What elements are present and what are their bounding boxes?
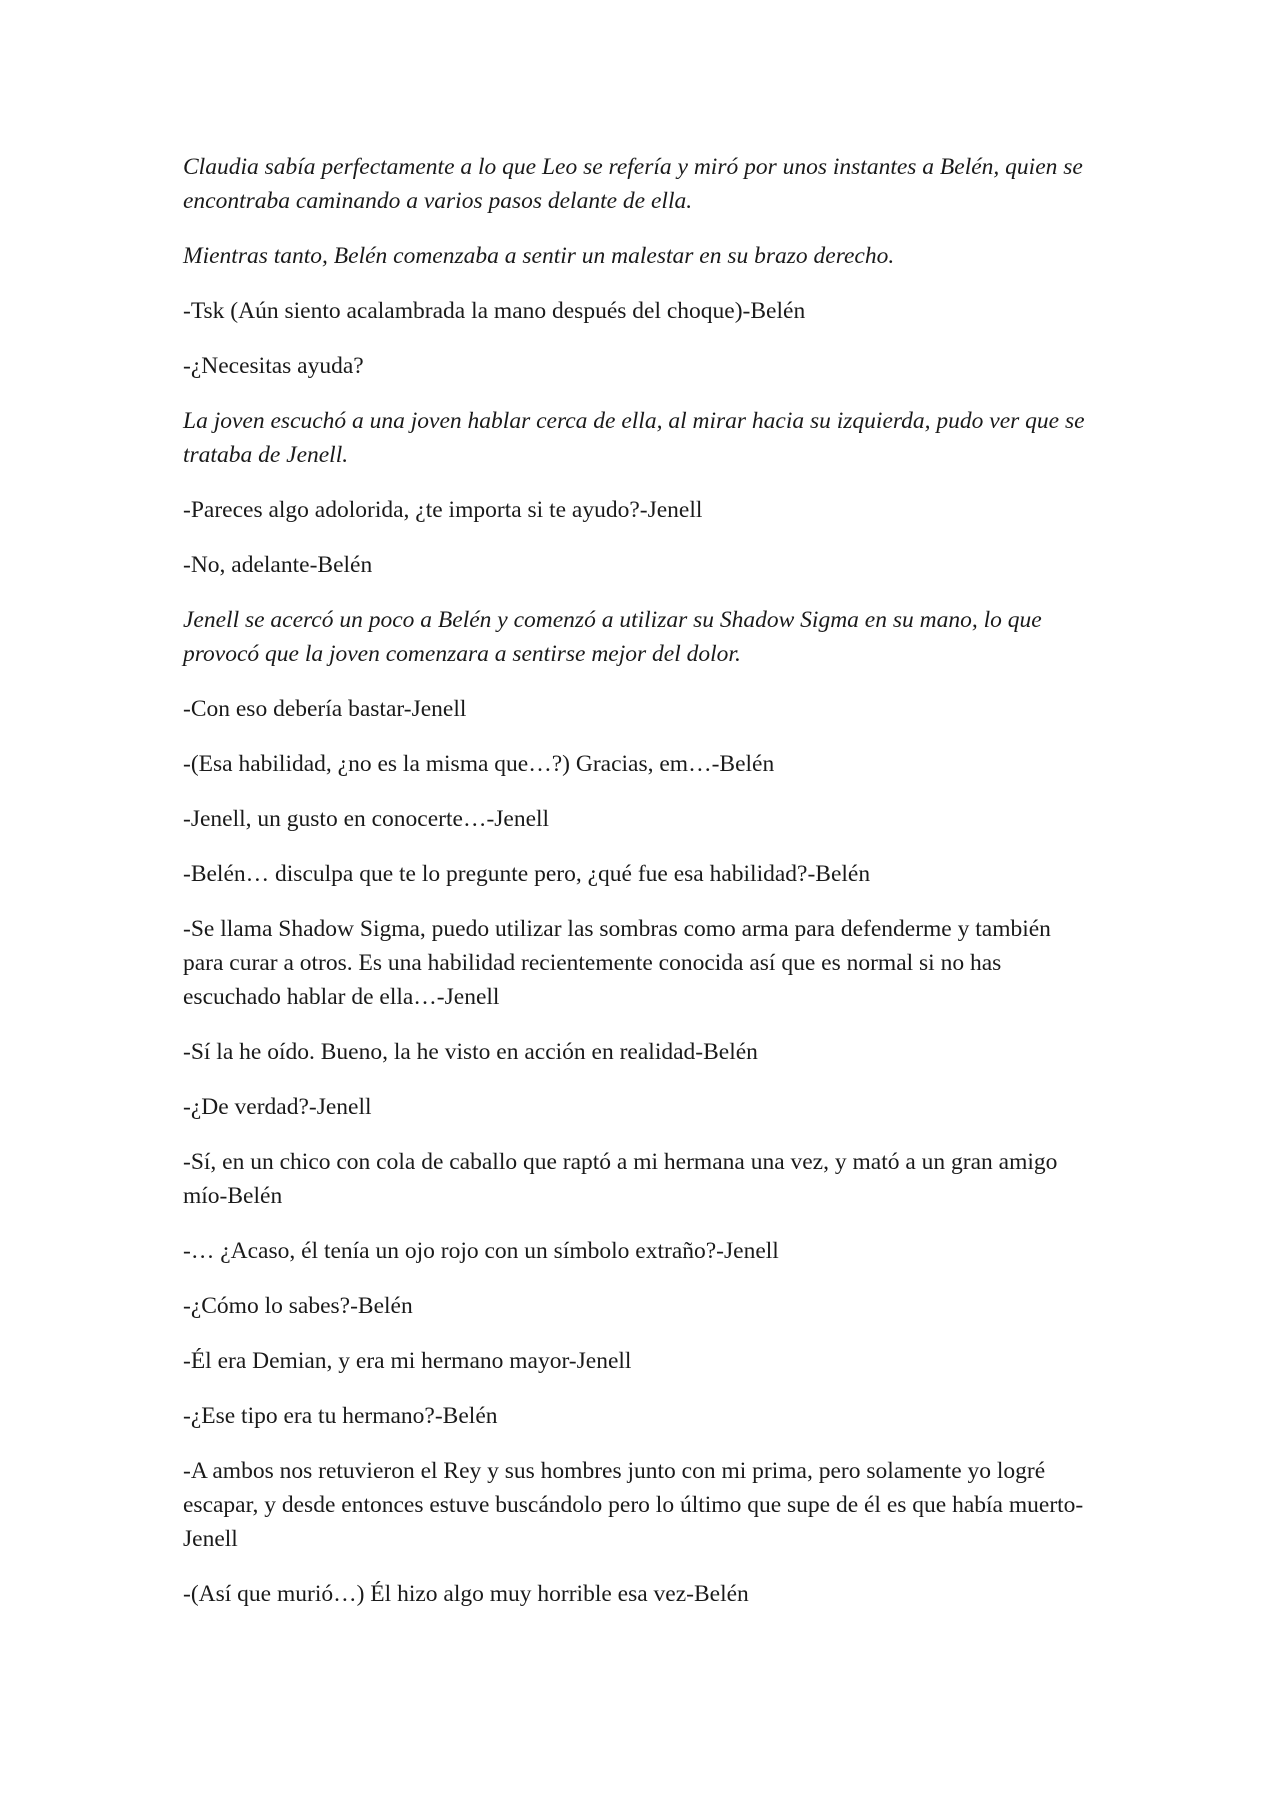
dialogue-paragraph: -Belén… disculpa que te lo pregunte pero, ¿qué fue esa habilidad?-Belén <box>183 861 871 887</box>
dialogue-paragraph: -Se llama Shadow Sigma, puedo utilizar las sombras como arma para defenderme y también para curar a otros. Es una habilidad recientemente conocida así que es normal si no has escuchado hablar de ella…-Jenell <box>183 916 1051 1010</box>
dialogue-paragraph: -¿De verdad?-Jenell <box>183 1094 372 1120</box>
dialogue-paragraph: -(Así que murió…) Él hizo algo muy horrible esa vez-Belén <box>183 1581 749 1607</box>
dialogue-paragraph: -Con eso debería bastar-Jenell <box>183 696 467 722</box>
dialogue-paragraph: -¿Cómo lo sabes?-Belén <box>183 1293 413 1319</box>
dialogue-paragraph: -¿Necesitas ayuda? <box>183 353 364 379</box>
dialogue-paragraph: -Tsk (Aún siento acalambrada la mano después del choque)-Belén <box>183 298 806 324</box>
narration-paragraph: Claudia sabía perfectamente a lo que Leo se refería y miró por unos instantes a Belén, quien se encontraba caminando a varios pasos delante de ella. <box>183 154 1083 214</box>
narration-paragraph: Mientras tanto, Belén comenzaba a sentir un malestar en su brazo derecho. <box>183 243 895 269</box>
dialogue-paragraph: -Sí la he oído. Bueno, la he visto en acción en realidad-Belén <box>183 1039 758 1065</box>
dialogue-paragraph: -¿Ese tipo era tu hermano?-Belén <box>183 1403 498 1429</box>
dialogue-paragraph: -Pareces algo adolorida, ¿te importa si te ayudo?-Jenell <box>183 497 703 523</box>
dialogue-paragraph: -(Esa habilidad, ¿no es la misma que…?) Gracias, em…-Belén <box>183 751 775 777</box>
document-body <box>183 150 1088 1632</box>
dialogue-paragraph: -Él era Demian, y era mi hermano mayor-Jenell <box>183 1348 632 1374</box>
dialogue-paragraph: -… ¿Acaso, él tenía un ojo rojo con un símbolo extraño?-Jenell <box>183 1238 779 1264</box>
dialogue-paragraph: -Jenell, un gusto en conocerte…-Jenell <box>183 806 550 832</box>
narration-paragraph: Jenell se acercó un poco a Belén y comenzó a utilizar su Shadow Sigma en su mano, lo que provocó que la joven comenzara a sentirse mejor del dolor. <box>183 607 1042 667</box>
narration-paragraph: La joven escuchó a una joven hablar cerca de ella, al mirar hacia su izquierda, pudo ver que se trataba de Jenell. <box>183 408 1085 468</box>
dialogue-paragraph: -Sí, en un chico con cola de caballo que raptó a mi hermana una vez, y mató a un gran amigo mío-Belén <box>183 1149 1058 1209</box>
dialogue-paragraph: -No, adelante-Belén <box>183 552 373 578</box>
dialogue-paragraph: -A ambos nos retuvieron el Rey y sus hombres junto con mi prima, pero solamente yo logré escapar, y desde entonces estuve buscándolo pero lo último que supe de él es que había muerto-Jenell <box>183 1458 1084 1552</box>
